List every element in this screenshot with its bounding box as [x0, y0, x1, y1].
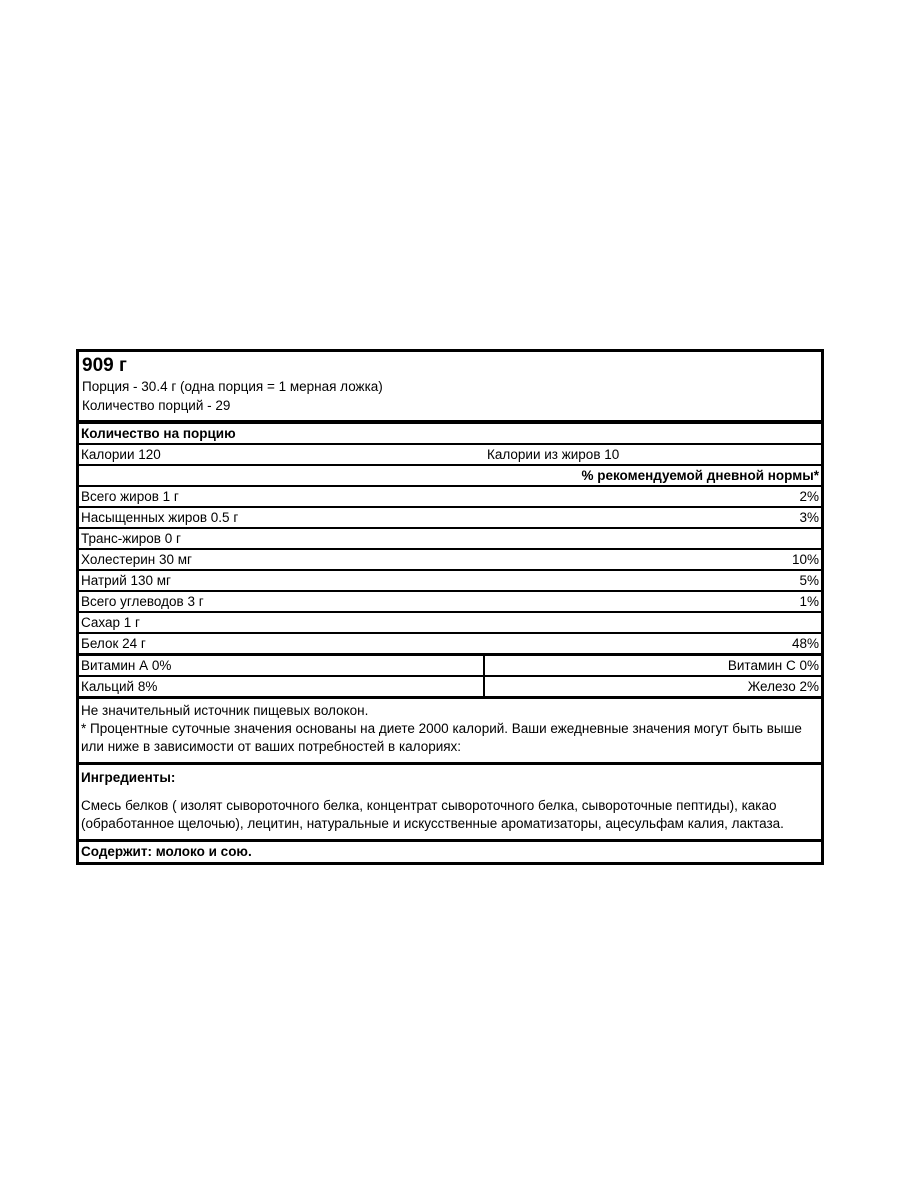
daily-value-header-text: % рекомендуемой дневной нормы*: [581, 468, 819, 483]
nutrient-row: [79, 592, 821, 613]
ingredients-section: [79, 765, 821, 842]
calories-label: Калории 120: [81, 447, 161, 462]
nutrient-name: Всего углеводов 3 г: [81, 594, 204, 609]
nutrient-row: [79, 571, 821, 592]
footnotes: [79, 699, 821, 765]
nutrient-name: Белок 24 г: [81, 636, 146, 651]
nutrition-label: [76, 349, 824, 865]
nutrient-row: [79, 508, 821, 529]
calories-row: [79, 445, 821, 466]
nutrient-dv: 2%: [799, 489, 819, 504]
nutrient-name: Натрий 130 мг: [81, 573, 171, 588]
package-weight: 909 г: [82, 355, 127, 376]
nutrient-name: Насыщенных жиров 0.5 г: [81, 510, 239, 525]
nutrient-name: Сахар 1 г: [81, 615, 140, 630]
fiber-note: Не значительный источник пищевых волокон.: [81, 703, 369, 718]
nutrient-name: Транс-жиров 0 г: [81, 531, 181, 546]
nutrient-name: Всего жиров 1 г: [81, 489, 179, 504]
nutrient-dv: 5%: [799, 573, 819, 588]
nutrient-dv: 1%: [799, 594, 819, 609]
label-header: [79, 352, 821, 424]
nutrient-row: [79, 550, 821, 571]
daily-value-header: [79, 466, 821, 487]
servings-count: Количество порций - 29: [82, 398, 231, 413]
nutrient-dv: 3%: [799, 510, 819, 525]
serving-size: Порция - 30.4 г (одна порция = 1 мерная ложка): [82, 379, 383, 394]
amount-per-serving-text: Количество на порцию: [81, 426, 236, 441]
iron: Железо 2%: [747, 679, 819, 694]
vitamin-a: Витамин А 0%: [79, 656, 485, 677]
calories-from-fat: Калории из жиров 10: [487, 447, 620, 462]
ingredients-heading: Ингредиенты:: [81, 770, 176, 785]
nutrient-dv: 10%: [791, 552, 819, 567]
vitamin-c: Витамин С 0%: [485, 656, 821, 677]
calcium: Кальций 8%: [79, 677, 485, 696]
vitamins-grid: [79, 656, 821, 699]
nutrient-dv: 48%: [791, 636, 819, 651]
allergen-statement: Содержит: молоко и сою.: [81, 844, 252, 859]
amount-per-serving: [79, 424, 821, 445]
nutrient-row: [79, 613, 821, 634]
nutrient-row: [79, 634, 821, 656]
nutrient-row: [79, 529, 821, 550]
ingredients-text: Смесь белков ( изолят сывороточного белка, концентрат сывороточного белка, сывороточные пептиды), какао (обработанное щелочью), лецитин, натуральные и искусственные ароматизаторы, ацесульфам калия, лактаза.: [81, 798, 784, 831]
nutrient-row: [79, 487, 821, 508]
nutrient-name: Холестерин 30 мг: [81, 552, 192, 567]
daily-value-footnote: * Процентные суточные значения основаны на диете 2000 калорий. Ваши ежедневные значения могут быть выше или ниже в зависимости от ваших потребностей в калориях:: [81, 721, 802, 754]
